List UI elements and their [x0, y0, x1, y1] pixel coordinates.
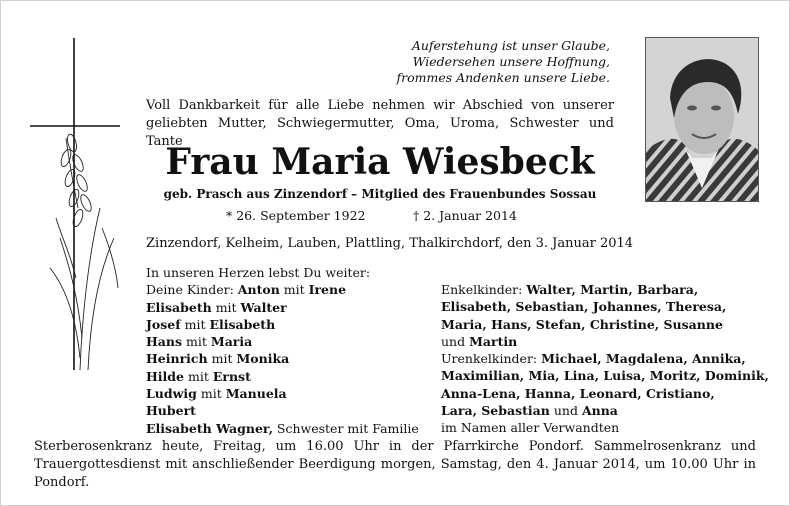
survivor-line: Hubert: [146, 403, 196, 419]
survivor-line: Elisabeth Wagner, Schwester mit Familie: [146, 420, 419, 436]
place-and-date: Zinzendorf, Kelheim, Lauben, Plattling, Thalkirchdorf, den 3. Januar 2014: [146, 236, 634, 251]
survivor-line: Heinrich mit Monika: [146, 351, 290, 367]
death-date: † 2. Januar 2014: [413, 208, 517, 223]
survivor-line: Josef mit Elisabeth: [146, 316, 276, 332]
grandchildren-line: Maria, Hans, Stefan, Christine, Susanne: [441, 316, 723, 332]
funeral-details: Sterberosenkranz heute, Freitag, um 16.00 Uhr in der Pfarrkirche Pondorf. Sammelrosenkranz und Trauergottesdienst mit anschließender Beerdigung morgen, Samstag, den 4. Januar 2014, um 10.00 Uhr in Pondorf.: [34, 439, 756, 490]
survivor-line: Ludwig mit Manuela: [146, 386, 287, 402]
survivors-left-column: [146, 264, 419, 437]
motto-line: Auferstehung ist unser Glaube,: [411, 38, 610, 53]
cross-with-wheat-icon: [30, 38, 122, 370]
maiden-name-subtitle: geb. Prasch aus Zinzendorf – Mitglied des Frauenbundes Sossau: [163, 187, 597, 201]
birth-date: * 26. September 1922: [226, 208, 366, 223]
survivor-line: Hilde mit Ernst: [146, 368, 251, 384]
grandchildren-line: und Martin: [441, 333, 518, 349]
grandchildren-line: Elisabeth, Sebastian, Johannes, Theresa,: [441, 299, 727, 315]
motto: [0, 38, 610, 86]
survivors-heading: In unseren Herzen lebst Du weiter:: [146, 265, 371, 280]
closing-line: im Namen aller Verwandten: [441, 420, 620, 436]
great-grandchildren-line: Maximilian, Mia, Lina, Luisa, Moritz, Dominik,: [441, 368, 769, 384]
survivor-line: Elisabeth mit Walter: [146, 299, 287, 315]
grandchildren-line: Enkelkinder: Walter, Martin, Barbara,: [441, 282, 699, 297]
survivor-line: Hans mit Maria: [146, 334, 253, 350]
survivor-line: Deine Kinder: Anton mit Irene: [146, 282, 347, 298]
motto-line: frommes Andenken unsere Liebe.: [396, 70, 610, 85]
intro-text: Voll Dankbarkeit für alle Liebe nehmen wir Abschied von unserer geliebten Mutter, Schwiegermutter, Oma, Uroma, Schwester und Tante: [146, 98, 614, 149]
motto-line: Wiedersehen unsere Hoffnung,: [412, 54, 610, 69]
great-grandchildren-line: Lara, Sebastian und Anna: [441, 403, 618, 419]
portrait-photo: [645, 37, 759, 202]
deceased-name: Frau Maria Wiesbeck: [165, 141, 595, 183]
great-grandchildren-line: Anna-Lena, Hanna, Leonard, Cristiano,: [441, 385, 715, 401]
survivors-right-column: [441, 281, 769, 437]
great-grandchildren-line: Urenkelkinder: Michael, Magdalena, Annika,: [441, 351, 746, 367]
